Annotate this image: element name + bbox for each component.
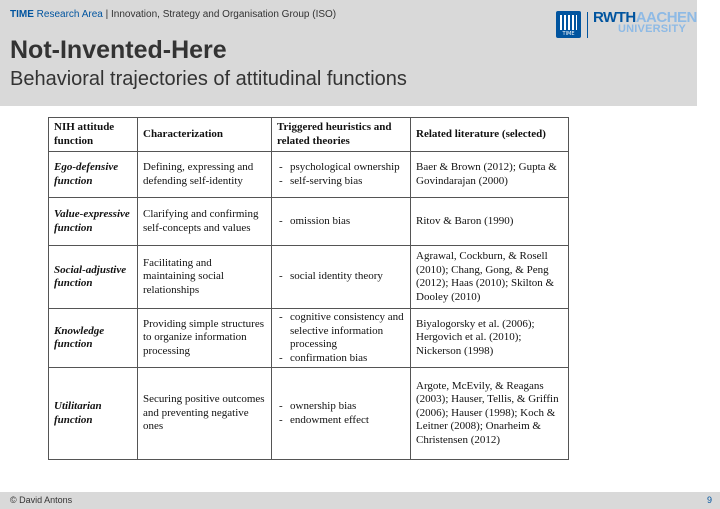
cell-heuristics	[272, 198, 411, 246]
logo-university-word: UNIVERSITY	[618, 23, 687, 35]
heuristic-item: - endowment effect	[277, 414, 405, 428]
cell-characterization: Defining, expressing and defending self-identity	[138, 152, 272, 198]
slide-title: Not-Invented-Here	[10, 36, 227, 64]
cell-heuristics	[272, 309, 411, 368]
cell-characterization: Clarifying and confirming self-concepts and values	[138, 198, 272, 246]
heuristic-item: - ownership bias	[277, 400, 405, 414]
header-heuristics: Triggered heuristics and related theories	[272, 118, 411, 152]
header-characterization: Characterization	[138, 118, 272, 152]
slide-subtitle: Behavioral trajectories of attitudinal functions	[10, 68, 407, 90]
heuristic-item: - self-serving bias	[277, 175, 405, 189]
cell-literature: Ritov & Baron (1990)	[411, 198, 569, 246]
table-row	[49, 152, 569, 198]
table-header-row	[49, 118, 569, 152]
time-logo-icon	[556, 11, 581, 38]
cell-literature: Argote, McEvily, & Reagans (2003); Hauser, Tellis, & Griffin (2006); Hauser (1998); Koch & Leitner (2008); Onarheim & Christensen (2012)	[411, 368, 569, 460]
table-row	[49, 198, 569, 246]
logo-box-text: TIME	[562, 31, 575, 37]
cell-function: Utilitarian function	[49, 368, 138, 460]
cell-heuristics	[272, 246, 411, 309]
heuristic-item: - cognitive consistency and selective information processing	[277, 311, 405, 352]
copyright-text: © David Antons	[10, 495, 73, 505]
logo-aachen-word: AACHEN	[635, 9, 697, 26]
attitude-function-table	[48, 117, 569, 460]
cell-function: Knowledge function	[49, 309, 138, 368]
slide-content	[48, 117, 569, 460]
header-function: NIH attitude function	[49, 118, 138, 152]
cell-characterization: Providing simple structures to organize information processing	[138, 309, 272, 368]
cell-literature: Biyalogorsky et al. (2006); Hergovich et al. (2010); Nickerson (1998)	[411, 309, 569, 368]
research-area-label: Research Area	[36, 9, 103, 20]
header-separator: |	[105, 9, 109, 20]
cell-function: Social-adjustive function	[49, 246, 138, 309]
rwth-logo	[556, 9, 697, 40]
cell-characterization: Securing positive outcomes and preventing negative ones	[138, 368, 272, 460]
cell-characterization: Facilitating and maintaining social relationships	[138, 246, 272, 309]
heuristic-item: - social identity theory	[277, 270, 405, 284]
heuristic-item: - psychological ownership	[277, 161, 405, 175]
heuristic-item: - confirmation bias	[277, 352, 405, 366]
header-literature: Related literature (selected)	[411, 118, 569, 152]
logo-rwth-word: RWTH	[593, 9, 636, 26]
brand-label: TIME	[10, 9, 34, 20]
cell-function: Value-expressive function	[49, 198, 138, 246]
table-row	[49, 309, 569, 368]
page-number: 9	[706, 495, 712, 505]
slide-header	[0, 0, 697, 106]
table-row	[49, 368, 569, 460]
header-strip	[10, 9, 336, 20]
table-row	[49, 246, 569, 309]
cell-literature: Agrawal, Cockburn, & Rosell (2010); Chang, Gong, & Peng (2012); Haas (2010); Skilton & Dooley (2010)	[411, 246, 569, 309]
cell-literature: Baer & Brown (2012); Gupta & Govindarajan (2000)	[411, 152, 569, 198]
heuristic-item: - omission bias	[277, 215, 405, 229]
slide-footer	[0, 492, 720, 509]
cell-function: Ego-defensive function	[49, 152, 138, 198]
cell-heuristics	[272, 152, 411, 198]
group-label: Innovation, Strategy and Organisation Group (ISO)	[111, 9, 337, 20]
cell-heuristics	[272, 368, 411, 460]
